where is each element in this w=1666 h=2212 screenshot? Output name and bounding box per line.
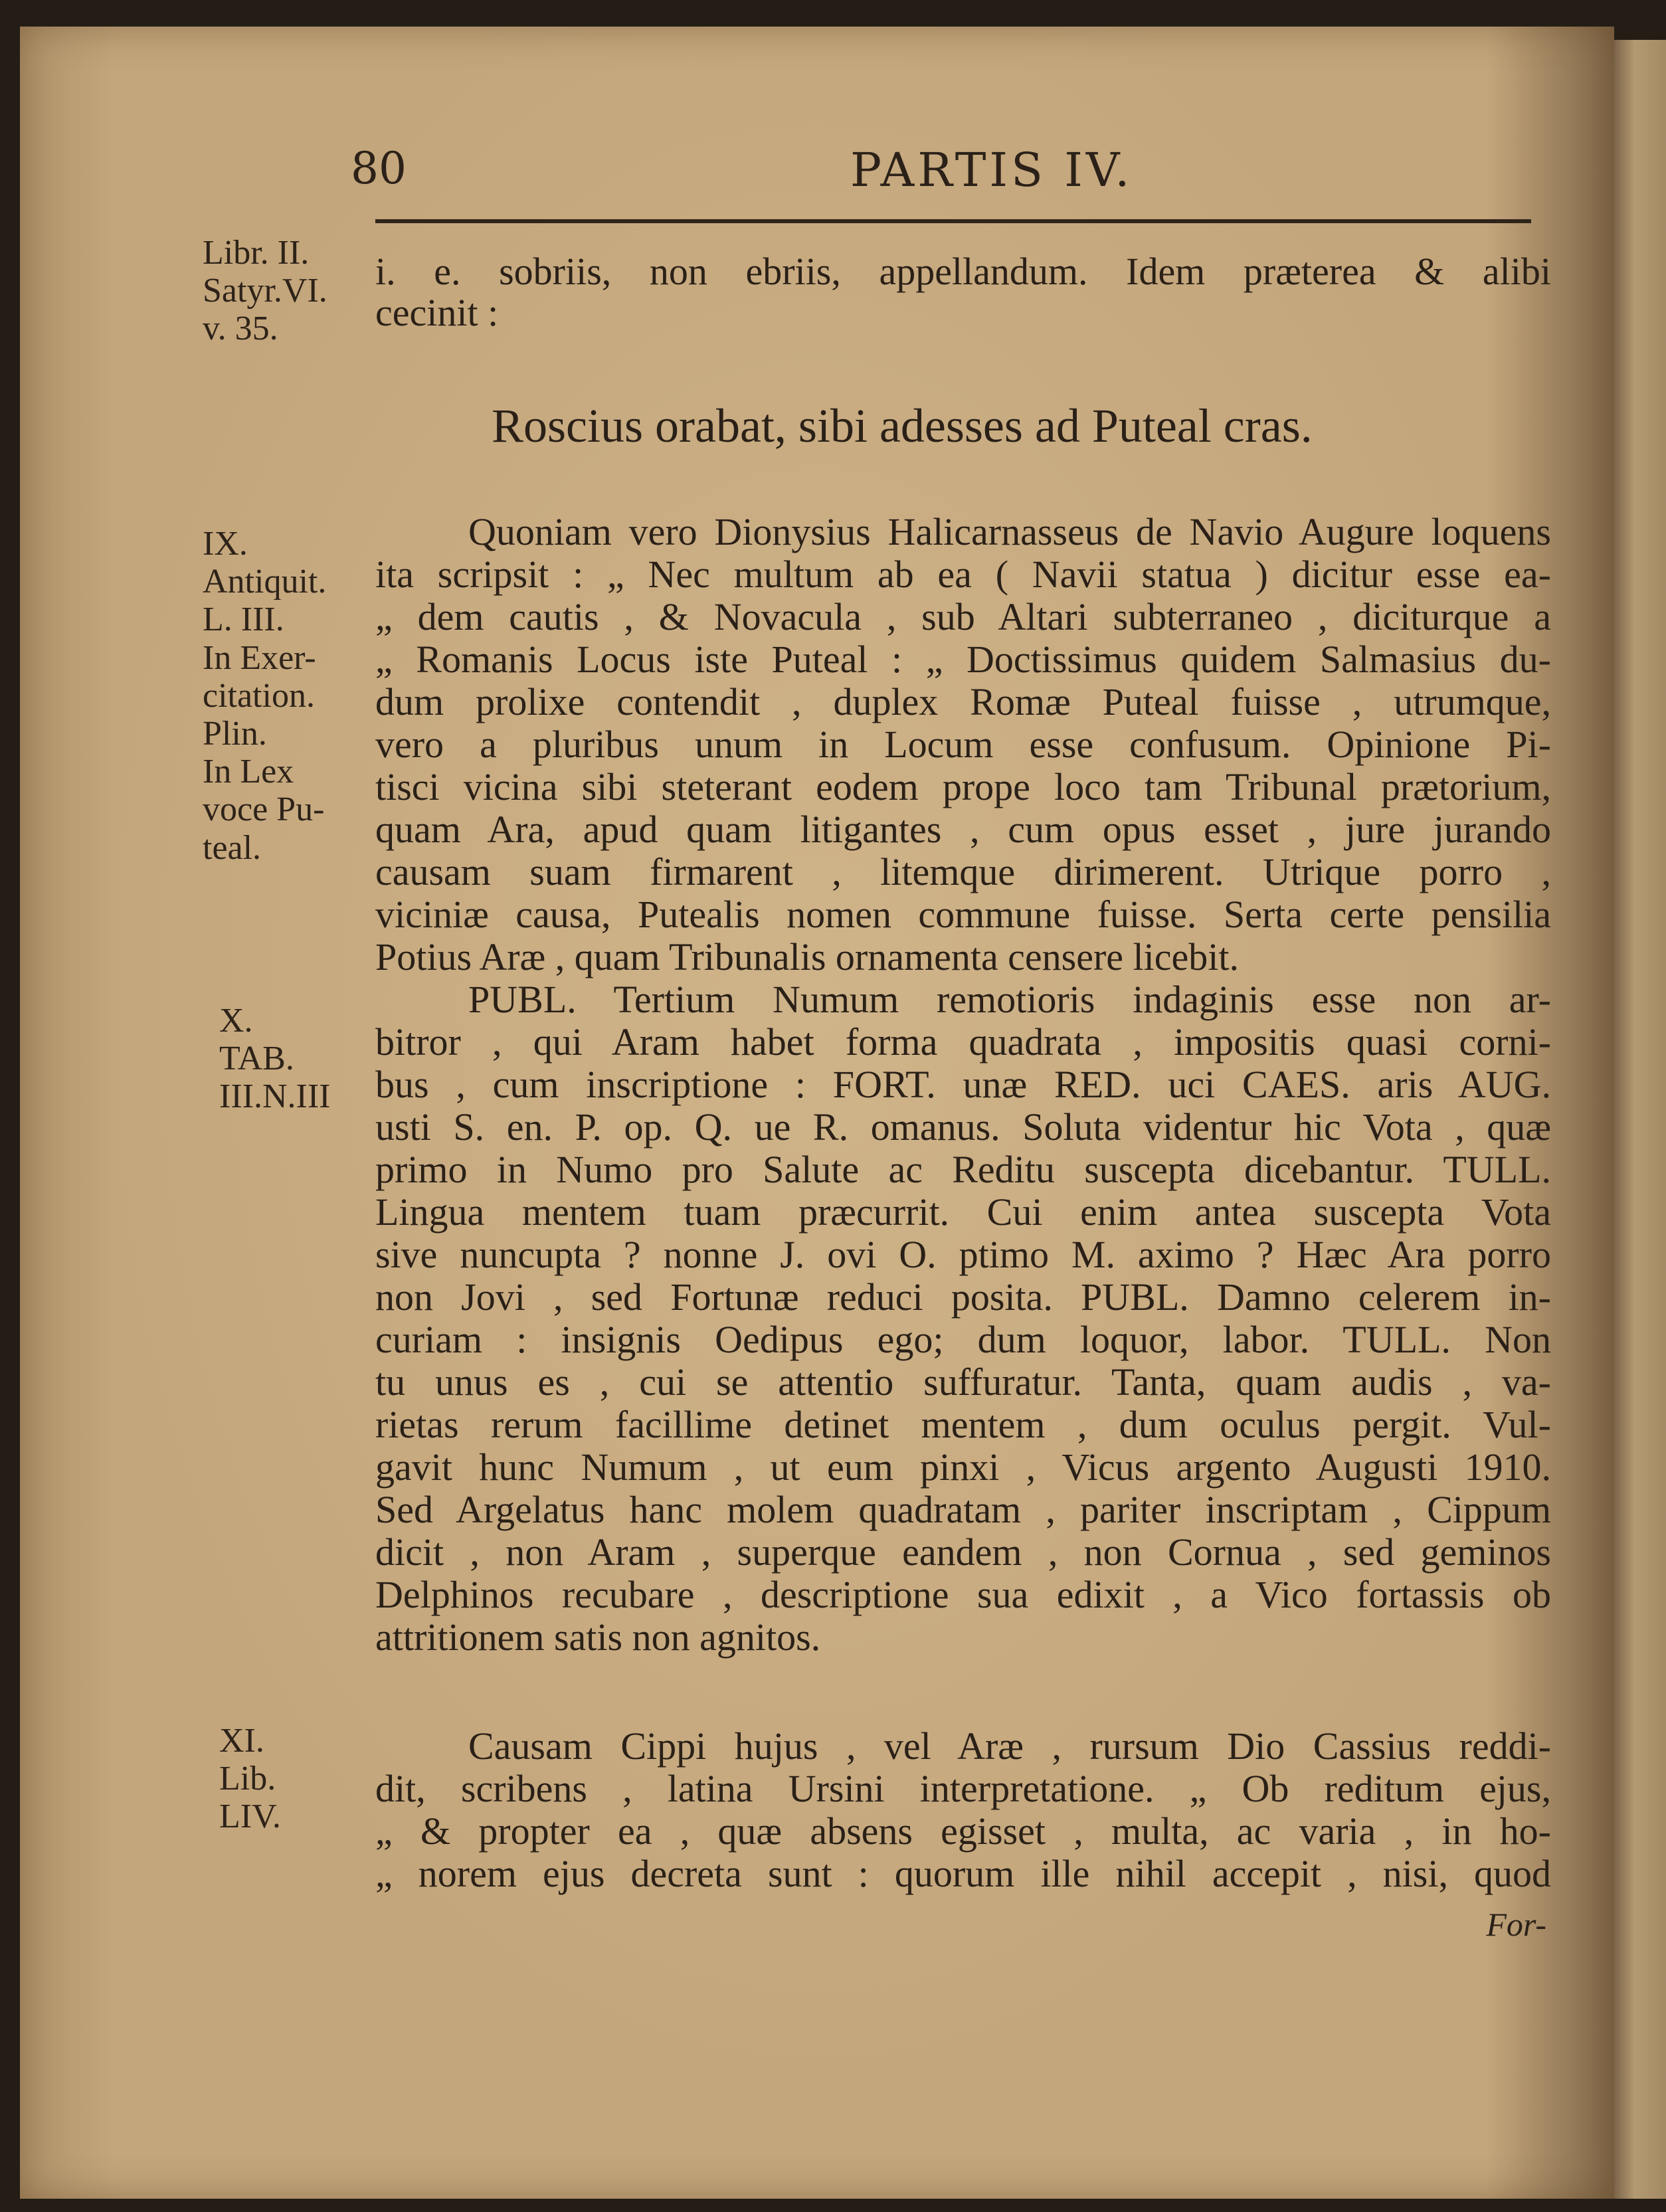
text-line: curiam : insignis Oedipus ego; dum loquor, labor. TULL. Non — [375, 1318, 1551, 1361]
text-line: dit, scribens , latina Ursini interpretatione. „ Ob reditum ejus, — [375, 1767, 1551, 1810]
text-line: gavit hunc Numum , ut eum pinxi , Vicus argento Augusti 1910. — [375, 1445, 1551, 1489]
text-line: viciniæ causa, Putealis nomen commune fuisse. Serta certe pensilia — [375, 893, 1551, 936]
margin-note-satire: Libr. II. Satyr.VI. v. 35. — [203, 234, 327, 348]
text-line: „ & propter ea , quæ absens egisset , multa, ac varia , in ho- — [375, 1809, 1551, 1853]
text-line: usti S. en. P. op. Q. ue R. omanus. Soluta videntur hic Vota , quæ — [375, 1105, 1551, 1149]
text-line: bus , cum inscriptione : FORT. unæ RED. uci CAES. aris AUG. — [375, 1063, 1551, 1106]
running-title: PARTIS IV. — [850, 143, 1133, 197]
text-line: attritionem satis non agnitos. — [375, 1615, 821, 1659]
text-line: quam Ara, apud quam litigantes , cum opus esset , jure jurando — [375, 808, 1551, 851]
next-page-edge — [1614, 40, 1666, 2199]
text-line: non Jovi , sed Fortunæ reduci posita. PUBL. Damno celerem in- — [375, 1275, 1551, 1319]
text-line: ita scripsit : „ Nec multum ab ea ( Navii statua ) dicitur esse ea- — [375, 553, 1551, 596]
text-line: bitror , qui Aram habet forma quadrata , impositis quasi corni- — [375, 1020, 1551, 1063]
text-line: Causam Cippi hujus , vel Aræ , rursum Dio Cassius reddi- — [468, 1724, 1551, 1768]
text-line: dicit , non Aram , superque eandem , non Cornua , sed geminos — [375, 1530, 1551, 1574]
text-line: „ norem ejus decreta sunt : quorum ille nihil accepit , nisi, quod — [375, 1852, 1551, 1895]
text-line: Potius Aræ , quam Tribunalis ornamenta censere licebit. — [375, 935, 1239, 978]
margin-note-ix: IX. Antiquit. L. III. In Exer- citation. Plin. In Lex voce Pu- teal. — [203, 525, 327, 867]
text-line: cecinit : — [375, 291, 499, 334]
text-line: tisci vicina sibi steterant eodem prope loco tam Tribunal prætorium, — [375, 765, 1551, 808]
page-number: 80 — [351, 143, 407, 194]
margin-note-xi: XI. Lib. LIV. — [219, 1722, 281, 1836]
text-line: Quoniam vero Dionysius Halicarnasseus de Navio Augure loquens — [468, 510, 1551, 553]
text-line: vero a pluribus unum in Locum esse confusum. Opinione Pi- — [375, 723, 1551, 766]
header-rule — [375, 219, 1531, 223]
margin-note-x: X. TAB. III.N.III — [219, 1002, 331, 1116]
text-line: tu unus es , cui se attentio suffuratur. Tanta, quam audis , va- — [375, 1360, 1551, 1404]
text-line: „ Romanis Locus iste Puteal : „ Doctissimus quidem Salmasius du- — [375, 638, 1551, 681]
text-line: rietas rerum facillime detinet mentem , dum oculus pergit. Vul- — [375, 1403, 1551, 1446]
text-line: primo in Numo pro Salute ac Reditu suscepta dicebantur. TULL. — [375, 1148, 1551, 1191]
text-line: PUBL. Tertium Numum remotioris indaginis esse non ar- — [468, 978, 1551, 1021]
verse-quote: Roscius orabat, sibi adesses ad Puteal cras. — [492, 399, 1313, 452]
catchword: For- — [1486, 1906, 1546, 1943]
text-line: Lingua mentem tuam præcurrit. Cui enim antea suscepta Vota — [375, 1190, 1551, 1234]
text-line: sive nuncupta ? nonne J. ovi O. ptimo M. aximo ? Hæc Ara porro — [375, 1233, 1551, 1276]
text-line: Delphinos recubare , descriptione sua edixit , a Vico fortassis ob — [375, 1573, 1551, 1616]
text-line: „ dem cautis , & Novacula , sub Altari subterraneo , diciturque a — [375, 595, 1551, 638]
text-line: causam suam firmarent , litemque dirimerent. Utrique porro , — [375, 850, 1551, 893]
text-line: Sed Argelatus hanc molem quadratam , pariter inscriptam , Cippum — [375, 1488, 1551, 1531]
text-line: i. e. sobriis, non ebriis, appellandum. Idem præterea & alibi — [375, 250, 1551, 293]
text-line: dum prolixe contendit , duplex Romæ Puteal fuisse , utrumque, — [375, 680, 1551, 723]
